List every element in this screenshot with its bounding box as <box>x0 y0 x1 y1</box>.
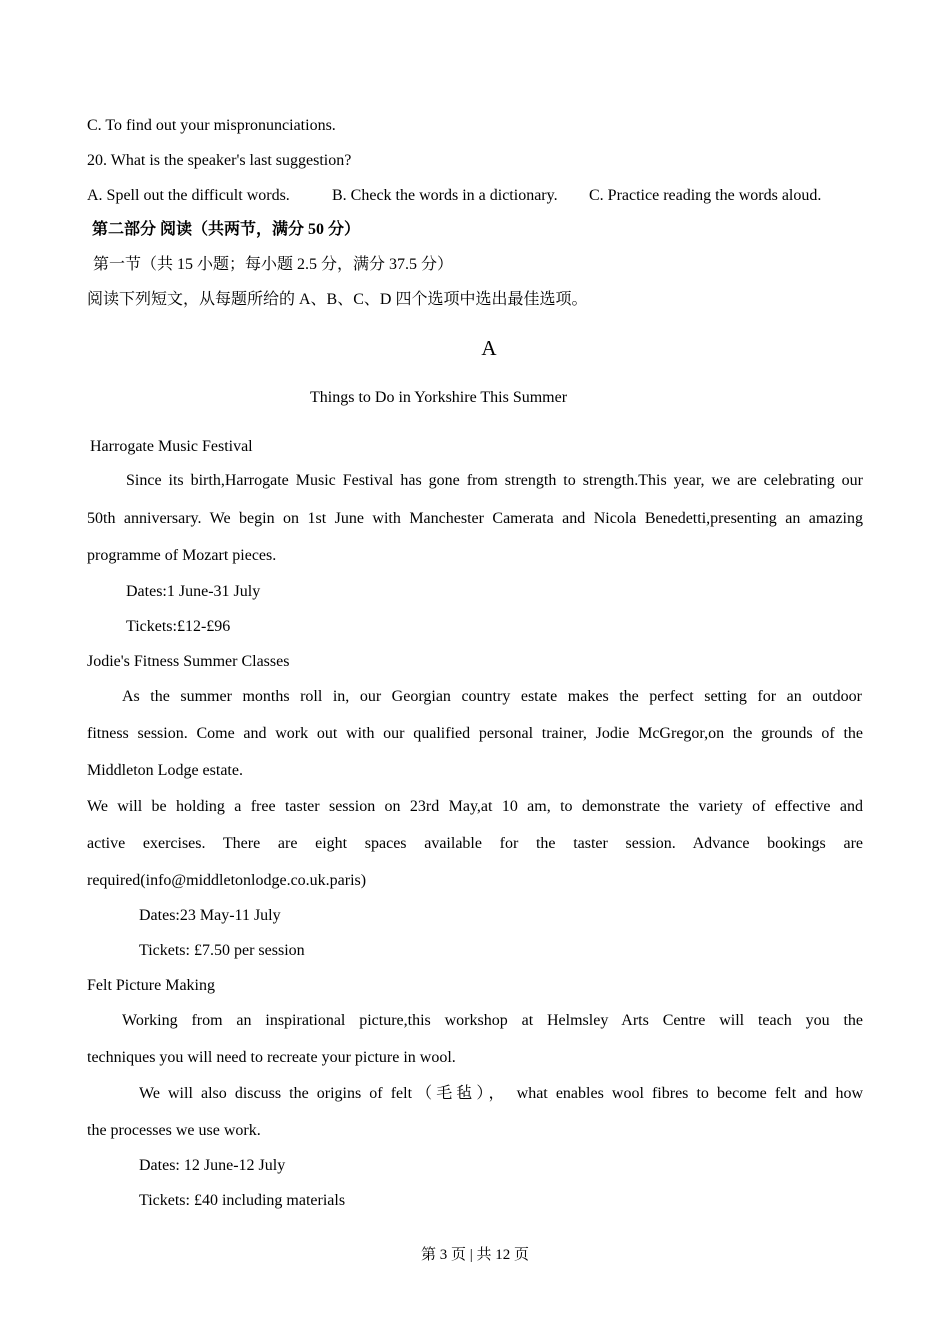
paragraph-line: the processes we use work. <box>87 1122 261 1139</box>
event-dates: Dates:23 May-11 July <box>139 907 281 924</box>
paragraph-line: Since its birth,Harrogate Music Festival has gone from strength to strength.This year, we are celebrating our <box>126 472 863 489</box>
paragraph-line: As the summer months roll in, our Georgian country estate makes the perfect setting for an outdoor <box>122 688 862 705</box>
event-name: Felt Picture Making <box>87 977 215 994</box>
question-20-option-b: B. Check the words in a dictionary. <box>332 187 558 204</box>
paragraph-line: We will be holding a free taster session on 23rd May,at 10 am, to demonstrate the variety of effective and <box>87 798 863 815</box>
event-dates: Dates:1 June-31 July <box>126 583 261 600</box>
question-20-option-a: A. Spell out the difficult words. <box>87 187 290 204</box>
passage-label: A <box>481 336 497 360</box>
question-19-option-c: C. To find out your mispronunciations. <box>87 117 336 134</box>
paragraph-line: required(info@middletonlodge.co.uk.paris) <box>87 872 367 889</box>
paragraph-line: programme of Mozart pieces. <box>87 547 277 564</box>
paragraph-line: We will also discuss the origins of felt（毛毡）， what enables wool fibres to become felt and how <box>139 1085 863 1102</box>
paragraph-line: Middleton Lodge estate. <box>87 762 243 779</box>
paragraph-line: 50th anniversary. We begin on 1st June with Manchester Camerata and Nicola Benedetti,presenting an amazing <box>87 510 863 527</box>
section1-heading: 第一节（共 15 小题；每小题 2.5 分，满分 37.5 分） <box>93 256 454 273</box>
event-name: Harrogate Music Festival <box>90 438 253 455</box>
paragraph-line: fitness session. Come and work out with our qualified personal trainer, Jodie McGregor,on the grounds of the <box>87 725 863 742</box>
paragraph-line: Working from an inspirational picture,this workshop at Helmsley Arts Centre will teach you the <box>122 1012 863 1029</box>
event-tickets: Tickets: £40 including materials <box>139 1192 346 1209</box>
event-tickets: Tickets:£12-£96 <box>126 618 231 635</box>
event-name: Jodie's Fitness Summer Classes <box>87 653 290 670</box>
question-20-option-c: C. Practice reading the words aloud. <box>589 187 822 204</box>
page-footer: 第 3 页 | 共 12 页 <box>420 1247 529 1263</box>
paragraph-line: techniques you will need to recreate your picture in wool. <box>87 1049 456 1066</box>
event-tickets: Tickets: £7.50 per session <box>139 942 305 959</box>
part2-heading: 第二部分 阅读（共两节，满分 50 分） <box>92 221 361 238</box>
question-20-stem: 20. What is the speaker's last suggestion? <box>87 152 352 169</box>
passage-title: Things to Do in Yorkshire This Summer <box>310 389 568 406</box>
reading-instruction: 阅读下列短文，从每题所给的 A、B、C、D 四个选项中选出最佳选项。 <box>87 291 588 308</box>
paragraph-line: active exercises. There are eight spaces available for the taster session. Advance bookings are <box>87 835 863 852</box>
event-dates: Dates: 12 June-12 July <box>139 1157 286 1174</box>
